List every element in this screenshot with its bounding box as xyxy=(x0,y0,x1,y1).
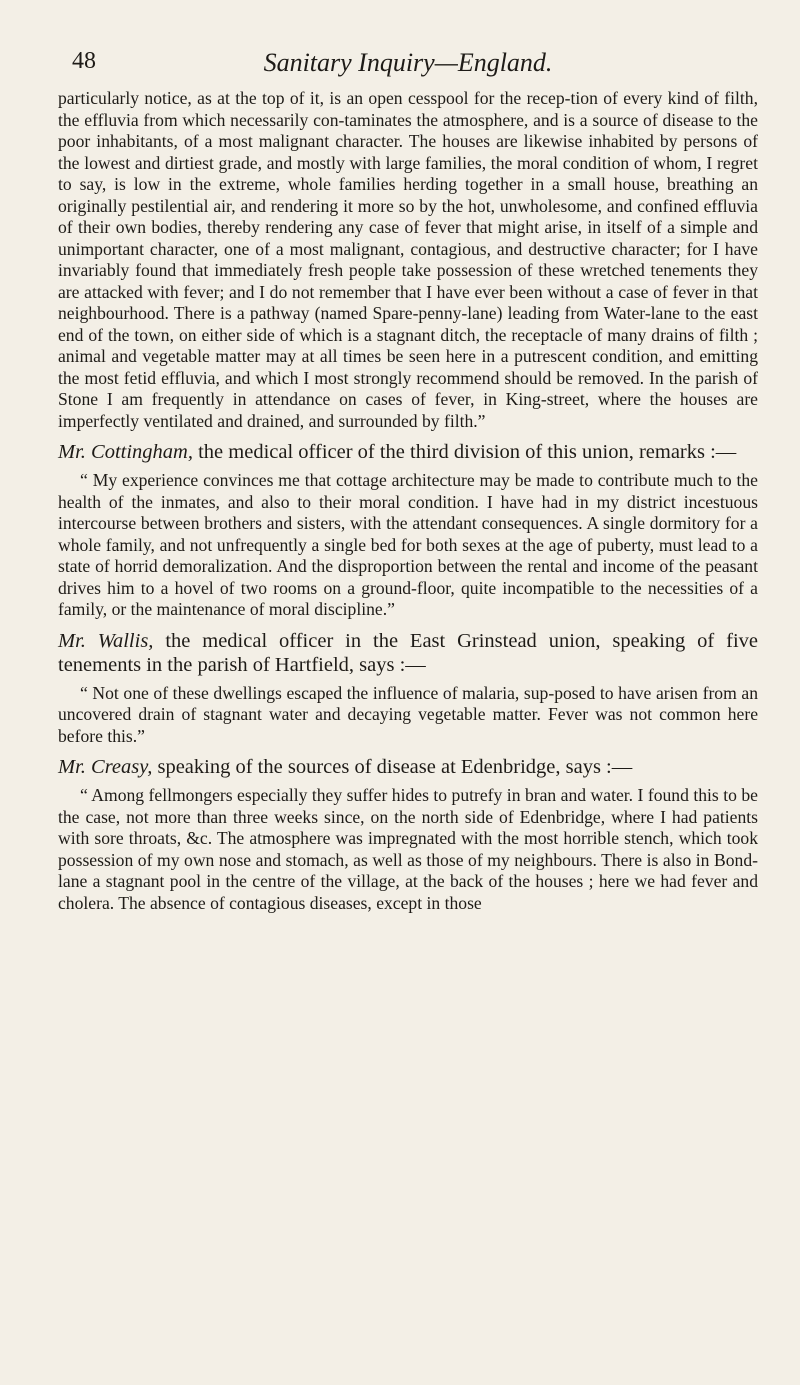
paragraph-cottingham-quote: “ My experience convinces me that cottage architecture may be made to contribute much to the health of the inmates, and also to their moral condition. I have had in my district incestuous intercourse between brothers and sisters, with the attendant consequences. A single dormitory for a whole family, and not unfrequently a single bed for both sexes at the age of puberty, must lead to a state of horrid demoralization. And the disproportion between the rental and income of the peasant drives him to a hovel of two rooms on a ground-floor, quite incompatible to the necessities of a family, or the maintenance of moral discipline.” xyxy=(58,470,758,619)
speaker-name: Mr. Wallis, xyxy=(58,629,154,652)
paragraph-continued: particularly notice, as at the top of it, is an open cesspool for the recep-tion of every kind of filth, the effluvia from which necessarily con-taminates the atmosphere, and is a source of disease to the poor inhabitants, of a most malignant character. The houses are likewise inhabited by persons of the lowest and dirtiest grade, and mostly with large families, the moral condition of whom, I regret to say, is low in the extreme, whole families herding together in a small house, breathing an originally pestilential air, and rendering it more so by the hot, unwholesome, and confined effluvia of their own bodies, thereby rendering any case of fever that might arise, in itself of a simple and unimportant character, one of a most malignant, contagious, and destructive character; for I have invariably found that immediately fresh people take possession of these wretched tenements they are attacked with fever; and I do not remember that I have ever been without a case of fever in that neighbourhood. There is a pathway (named Spare-penny-lane) leading from Water-lane to the east end of the town, on either side of which is a stagnant ditch, the receptacle of many drains of filth ; animal and vegetable matter may at all times be seen here in a putrescent condition, and emitting the most fetid effluvia, and which I most strongly recommend should be removed. In the parish of Stone I am frequently in attendance on cases of fever, in King-street, where the houses are imperfectly ventilated and drained, and surrounded by filth.” xyxy=(58,88,758,431)
paragraph-creasy-intro xyxy=(58,755,758,779)
intro-text: speaking of the sources of disease at Edenbridge, says :— xyxy=(152,756,633,778)
paragraph-wallis-quote: “ Not one of these dwellings escaped the influence of malaria, sup-posed to have arisen from an uncovered drain of stagnant water and decaying vegetable matter. Fever was not common here before this.” xyxy=(58,682,758,746)
paragraph-wallis-intro xyxy=(58,629,758,677)
paragraph-creasy-quote: “ Among fellmongers especially they suffer hides to putrefy in bran and water. I found this to be the case, not more than three weeks since, on the north side of Edenbridge, where I had patients with sore throats, &c. The atmosphere was impregnated with the most horrible stench, which took possession of my own nose and stomach, as well as those of my neighbours. There is also in Bond-lane a stagnant pool in the centre of the village, at the back of the houses ; here we had fever and cholera. The absence of contagious diseases, except in those xyxy=(58,785,758,913)
page-number: 48 xyxy=(72,48,96,74)
intro-text: the medical officer in the East Grinstead union, speaking of five tenements in the parish of Hartfield, says :— xyxy=(58,629,758,676)
body-text xyxy=(58,88,758,914)
speaker-name: Mr. Creasy, xyxy=(58,756,153,778)
intro-text: the medical officer of the third division of this union, remarks :— xyxy=(192,441,737,463)
paragraph-cottingham-intro xyxy=(58,440,758,464)
running-title: Sanitary Inquiry—England. xyxy=(263,48,553,77)
page-header xyxy=(58,44,758,84)
speaker-name: Mr. Cottingham, xyxy=(58,441,193,463)
